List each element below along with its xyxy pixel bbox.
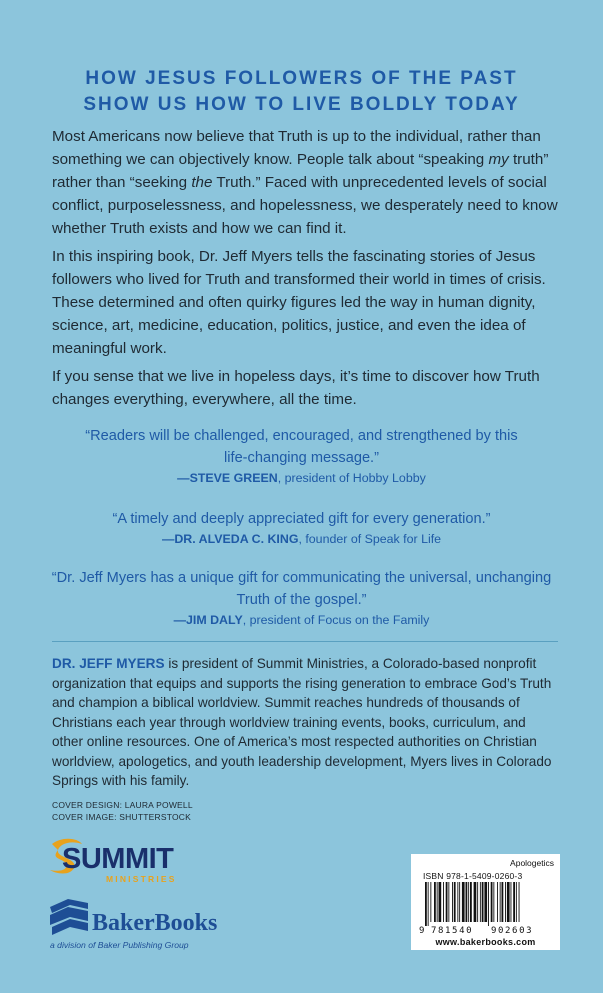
endorsement-attribution: —DR. ALVEDA C. KING, founder of Speak for Life — [161, 532, 442, 546]
intro-paragraph-2: In this inspiring book, Dr. Jeff Myers tells the fascinating stories of Jesus followers who lived for Truth and transformed their world in times of crisis. These determined and often quirky figures led the way in human dignity, science, art, medicine, education, politics, justice, and even the idea of meaningful work. — [52, 248, 546, 357]
summit-subtitle: MINISTRIES — [106, 874, 177, 884]
baker-books-logo — [48, 893, 248, 953]
publisher-website: www.bakerbooks.com — [435, 937, 536, 947]
isbn-barcode-panel — [411, 854, 560, 950]
endorsement-quote: “A timely and deeply appreciated gift for every generation.” — [112, 511, 491, 527]
barcode-group-1: 781540 — [431, 926, 474, 936]
isbn-number: ISBN 978-1-5409-0260-3 — [423, 871, 523, 881]
summit-ministries-logo — [48, 836, 208, 886]
baker-books-subtitle: a division of Baker Publishing Group — [50, 940, 189, 950]
baker-books-book-icon — [50, 899, 88, 935]
barcode-group-2: 902603 — [491, 926, 534, 936]
book-category: Apologetics — [510, 858, 554, 868]
section-divider — [52, 641, 558, 642]
endorsement-3 — [40, 567, 563, 629]
intro-paragraph-1: Most Americans now believe that Truth is up to the individual, rather than something we can objectively know. People talk about “speaking my truth” rather than “seeking the Truth.” Faced with unprecedented levels of social conflict, purposelessness, and hopelessness, we desperately need to know whether Truth exists and how we can find it. — [52, 128, 558, 237]
barcode-digits — [419, 926, 554, 936]
endorsement-attribution: —STEVE GREEN, president of Hobby Lobby — [177, 471, 426, 485]
intro-paragraph-3: If you sense that we live in hopeless days, it’s time to discover how Truth changes everything, everywhere, all the time. — [52, 368, 540, 408]
cover-credits — [52, 799, 193, 823]
back-cover-headline — [0, 66, 603, 118]
author-bio: DR. JEFF MYERS is president of Summit Ministries, a Colorado-based nonprofit organization that equips and supports the rising generation to embrace God’s Truth and champion a biblical worldview. Summit reaches hundreds of thousands of Christians each year through worldview training events, books, curriculum, and other online resources. One of America’s most respected authorities on Christian worldview, apologetics, and youth leadership development, Myers lives in Colorado Springs with his family. — [52, 656, 552, 788]
summit-wordmark: SUMMIT — [62, 843, 174, 875]
endorsement-2 — [40, 508, 563, 548]
barcode-bars — [425, 882, 550, 926]
headline-line-2: SHOW US HOW TO LIVE BOLDLY TODAY — [83, 94, 520, 115]
endorsement-attribution: —JIM DALY, president of Focus on the Family — [173, 613, 430, 627]
baker-books-wordmark: BakerBooks — [92, 910, 218, 936]
endorsement-quote: “Dr. Jeff Myers has a unique gift for communicating the universal, unchanging Truth of the gospel.” — [51, 570, 552, 608]
cover-design-credit: COVER DESIGN: LAURA POWELL — [52, 800, 193, 810]
endorsement-1 — [40, 425, 563, 487]
cover-image-credit: COVER IMAGE: SHUTTERSTOCK — [52, 812, 191, 822]
headline-line-1: HOW JESUS FOLLOWERS OF THE PAST — [85, 68, 518, 89]
barcode-lead-digit: 9 — [419, 926, 425, 936]
endorsement-quote: “Readers will be challenged, encouraged, and strengthened by this life-changing message.” — [85, 428, 518, 466]
author-name: DR. JEFF MYERS — [52, 656, 165, 671]
